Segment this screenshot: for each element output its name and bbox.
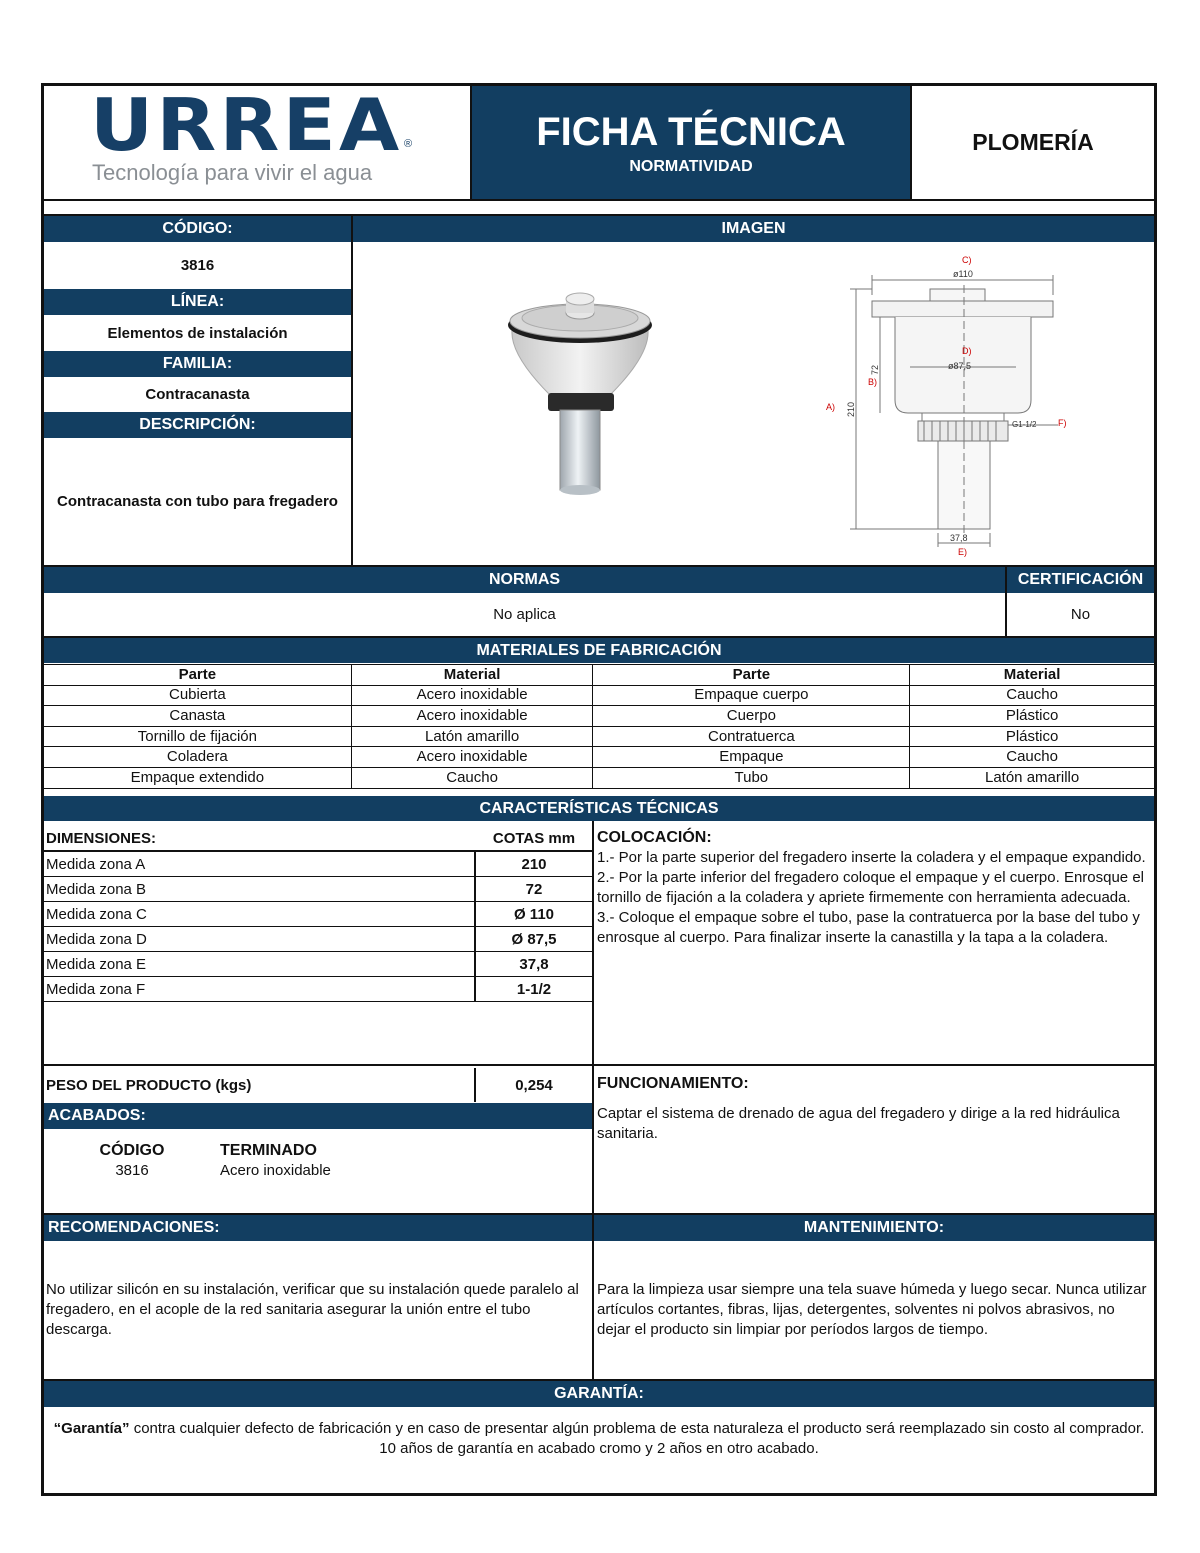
familia-value: Contracanasta [145, 386, 250, 403]
dimension-value: Ø 87,5 [474, 927, 592, 951]
page-title: FICHA TÉCNICA [536, 109, 846, 154]
mantenimiento-text: Para la limpieza usar siempre una tela suave húmeda y luego secar. Nunca utilizar artículos cortantes, fibras, lijas, detergentes, solventes ni polvos abrasivos, no dejar el producto sin limpiar por períodos largos de tiempo. [597, 1281, 1147, 1338]
colocacion-step: 3.- Coloque el empaque sobre el tubo, pase la contratuerca por la base del tubo y enrosque al cuerpo. Para finalizar inserte la canastilla y la tapa a la coladera. [597, 909, 1140, 946]
descripcion-header: DESCRIPCIÓN: [44, 412, 351, 438]
title-block [472, 86, 910, 199]
dimensiones-label: DIMENSIONES: [46, 829, 157, 847]
funcionamiento-section [597, 1074, 1149, 1144]
column-header: Material [910, 665, 1155, 686]
drawing-label-e: E) [958, 547, 967, 557]
dimension-value: 1-1/2 [474, 977, 592, 1001]
page-subtitle: NORMATIVIDAD [629, 157, 753, 175]
drawing-dim-c: ø110 [953, 269, 973, 279]
dimension-row [44, 852, 592, 877]
caracteristicas-header: CARACTERÍSTICAS TÉCNICAS [44, 796, 1154, 821]
drawing-dim-d: ø87,5 [948, 361, 972, 371]
technical-drawing [820, 255, 1080, 560]
dimension-label: Medida zona C [46, 905, 147, 923]
linea-value: Elementos de instalación [107, 324, 288, 342]
brand-logo: URREA [90, 83, 403, 167]
garantia-line2: 10 años de garantía en acabado cromo y 2 años en otro acabado. [379, 1440, 819, 1457]
divider [351, 216, 353, 566]
table-cell: Caucho [351, 767, 593, 788]
acabados-header: ACABADOS: [44, 1103, 592, 1129]
drawing-dim-f: G1-1/2 [1012, 420, 1037, 429]
dimension-value: 210 [474, 852, 592, 876]
colocacion-label: COLOCACIÓN: [597, 829, 712, 846]
table-row [44, 706, 1155, 727]
table-cell: Empaque [593, 747, 910, 768]
colocacion-step: 2.- Por la parte inferior del fregadero coloque el empaque y el cuerpo. Enrosque el tornillo de fijación a la coladera y apriete firmemente con herramienta adecuada. [597, 869, 1144, 906]
familia-header: FAMILIA: [44, 351, 351, 377]
normas-header: NORMAS [44, 567, 1005, 593]
table-cell: Caucho [910, 685, 1155, 706]
dimension-value: 72 [474, 877, 592, 901]
table-cell: Canasta [44, 706, 352, 727]
table-cell: Tubo [593, 767, 910, 788]
codigo-value: 3816 [180, 257, 215, 274]
recomendaciones-text: No utilizar silicón en su instalación, verificar que su instalación quede paralelo al fregadero, en el acople de la red sanitaria asegurar la unión entre el tubo descarga. [46, 1281, 579, 1338]
garantia-body: contra cualquier defecto de fabricación y en caso de presentar algún problema de esta naturaleza el producto será reemplazado sin costo al comprador. [129, 1420, 1145, 1437]
product-photo [490, 285, 670, 500]
divider [44, 199, 1154, 201]
peso-label: PESO DEL PRODUCTO (kgs) [46, 1076, 252, 1094]
drawing-label-c: C) [962, 255, 972, 265]
drawing-label-f: F) [1058, 418, 1067, 428]
acabados-terminado-value: Acero inoxidable [220, 1162, 331, 1179]
divider [44, 1064, 1154, 1066]
drawing-label-a: A) [826, 402, 835, 412]
dimension-row [44, 977, 592, 1002]
brand-tagline: Tecnología para vivir el agua [92, 160, 373, 185]
drawing-label-b: B) [868, 377, 877, 387]
table-cell: Plástico [910, 726, 1155, 747]
acabados-codigo-value: 3816 [115, 1162, 149, 1179]
dimension-row [44, 952, 592, 977]
table-cell: Acero inoxidable [351, 685, 593, 706]
materiales-header: MATERIALES DE FABRICACIÓN [44, 638, 1154, 663]
dimension-row [44, 927, 592, 952]
table-cell: Contratuerca [593, 726, 910, 747]
registered-mark-icon: ® [404, 138, 413, 150]
peso-value: 0,254 [474, 1068, 592, 1102]
table-row [44, 747, 1155, 768]
table-cell: Tornillo de fijación [44, 726, 352, 747]
table-cell: Plástico [910, 706, 1155, 727]
divider [592, 821, 594, 1383]
table-header-row [44, 665, 1155, 686]
table-cell: Latón amarillo [910, 767, 1155, 788]
table-row [44, 767, 1155, 788]
normas-value: No aplica [493, 606, 556, 623]
table-cell: Caucho [910, 747, 1155, 768]
drawing-dim-a: 210 [846, 401, 856, 417]
table-cell: Cuerpo [593, 706, 910, 727]
certificacion-value: No [1070, 606, 1091, 623]
column-header: Parte [593, 665, 910, 686]
certificacion-header: CERTIFICACIÓN [1007, 567, 1154, 593]
dimension-value: 37,8 [474, 952, 592, 976]
acabados-table [44, 1142, 592, 1179]
dimension-row [44, 902, 592, 927]
mantenimiento-header: MANTENIMIENTO: [594, 1215, 1154, 1241]
materials-table [43, 664, 1155, 789]
table-cell: Coladera [44, 747, 352, 768]
category-label: PLOMERÍA [972, 129, 1094, 155]
garantia-header: GARANTÍA: [44, 1381, 1154, 1407]
colocacion-step: 1.- Por la parte superior del fregadero inserte la coladera y el empaque expandido. [597, 849, 1146, 866]
logo-block [90, 83, 420, 192]
table-cell: Empaque extendido [44, 767, 352, 788]
drawing-label-d: D) [962, 346, 972, 356]
table-cell: Cubierta [44, 685, 352, 706]
codigo-header: CÓDIGO: [44, 216, 351, 242]
dimension-label: Medida zona B [46, 880, 147, 898]
recomendaciones-header: RECOMENDACIONES: [44, 1215, 592, 1241]
table-cell: Acero inoxidable [351, 747, 593, 768]
dimension-label: Medida zona F [46, 980, 146, 998]
dimension-label: Medida zona A [46, 855, 146, 873]
dimension-row [44, 877, 592, 902]
peso-row [44, 1068, 592, 1102]
garantia-lead: “Garantía” [53, 1420, 130, 1437]
imagen-header: IMAGEN [353, 216, 1154, 242]
drawing-dim-e: 37,8 [950, 533, 968, 543]
colocacion-section [597, 828, 1149, 948]
acabados-codigo-header: CÓDIGO [99, 1142, 165, 1159]
dimensions-header-row [44, 826, 592, 850]
garantia-text [50, 1419, 1148, 1459]
dimension-label: Medida zona E [46, 955, 147, 973]
drawing-dim-b: 72 [870, 364, 880, 375]
column-header: Parte [44, 665, 352, 686]
linea-header: LÍNEA: [44, 289, 351, 315]
funcionamiento-text: Captar el sistema de drenado de agua del fregadero y dirige a la red hidráulica sanitaria. [597, 1105, 1120, 1142]
table-row [44, 685, 1155, 706]
acabados-terminado-header: TERMINADO [220, 1142, 317, 1159]
cotas-label: COTAS mm [492, 829, 576, 847]
dimension-label: Medida zona D [46, 930, 147, 948]
column-header: Material [351, 665, 593, 686]
table-cell: Acero inoxidable [351, 706, 593, 727]
table-cell: Empaque cuerpo [593, 685, 910, 706]
descripcion-value: Contracanasta con tubo para fregadero [57, 493, 338, 510]
table-row [44, 726, 1155, 747]
table-cell: Latón amarillo [351, 726, 593, 747]
dimensions-table [44, 826, 592, 1002]
dimension-value: Ø 110 [474, 902, 592, 926]
funcionamiento-label: FUNCIONAMIENTO: [597, 1075, 749, 1092]
